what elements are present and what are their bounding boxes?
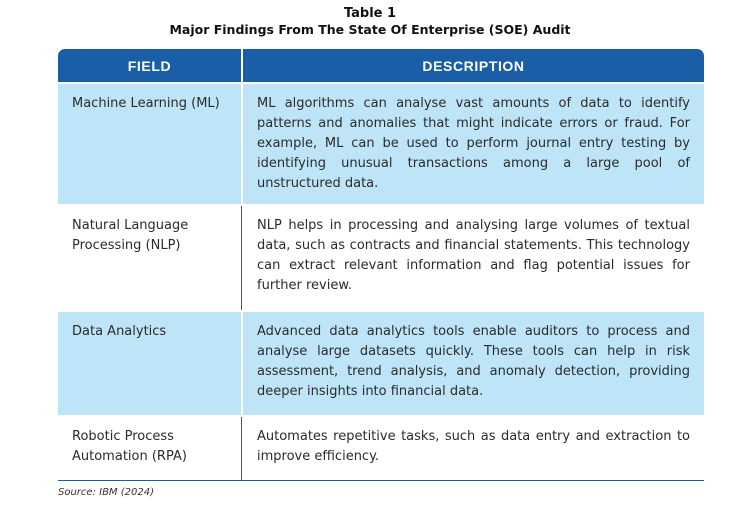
source-note: Source: IBM (2024)	[58, 487, 154, 498]
column-header-description: DESCRIPTION	[243, 49, 704, 82]
description-cell: ML algorithms can analyse vast amounts of data to identify patterns and anomalies that might indicate errors or fraud. For example, ML can be used to perform journal entry testing by identifying unusual transactions among a large pool of unstructured data.	[243, 84, 704, 204]
table-row	[58, 417, 704, 481]
field-cell: Robotic Process Automation (RPA)	[72, 429, 187, 464]
field-cell: Data Analytics	[58, 312, 241, 415]
field-cell: Natural Language Processing (NLP)	[72, 218, 189, 253]
findings-table	[58, 49, 704, 483]
column-header-field: FIELD	[58, 49, 241, 82]
table-number: Table 1	[343, 6, 397, 21]
description-cell: Advanced data analytics tools enable auditors to process and analyse large datasets quickly. These tools can help in risk assessment, trend analysis, and anomaly detection, providing deeper insights into financial data.	[243, 312, 704, 415]
table-row	[58, 312, 704, 415]
table-title: Major Findings From The State Of Enterprise (SOE) Audit	[169, 22, 571, 37]
field-cell: Machine Learning (ML)	[58, 84, 241, 204]
table-row	[58, 84, 704, 204]
description-cell: Automates repetitive tasks, such as data entry and extraction to improve efficiency.	[241, 417, 704, 480]
table-caption	[0, 6, 740, 38]
description-cell: NLP helps in processing and analysing large volumes of textual data, such as contracts and financial statements. This technology can extract relevant information and flag potential issues for further review.	[241, 206, 704, 310]
table-header-row	[58, 49, 704, 82]
table-row	[58, 206, 704, 310]
